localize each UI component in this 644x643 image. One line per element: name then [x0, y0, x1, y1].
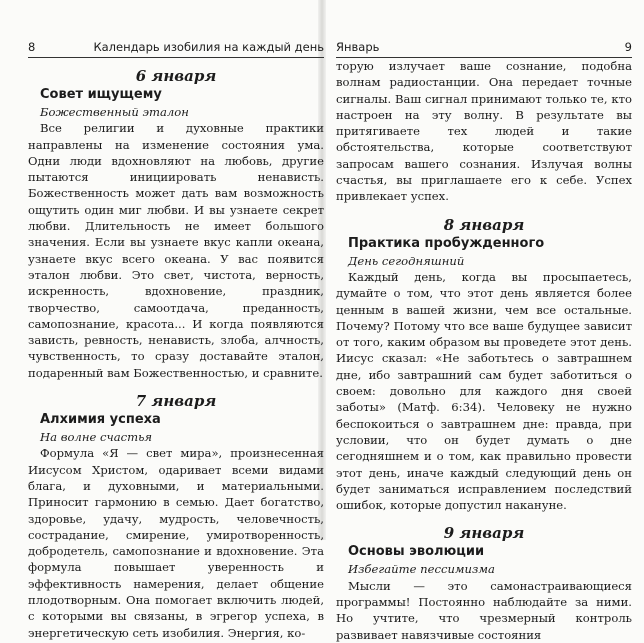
right-page-content: [336, 58, 632, 643]
left-page-content: [28, 58, 324, 641]
left-page: [28, 0, 324, 640]
continued-text: торую излучает ваше сознание, подобна волнам радиостанции. Она передает точные сигналы. Ваш сигнал принимают только те, кто настроен на эту волну. В результате вы притягиваете тех людей и такие обстоятельства, которые соответствуют запросам вашего сознания. Излучая волны счастья, вы приглашаете его к себе. Успех привлекает успех.: [336, 59, 632, 204]
entry-date-jan-6: 6 января: [135, 67, 217, 85]
entry-date-jan-9: 9 января: [443, 524, 525, 543]
entry-date-jan-7: 7 января: [135, 392, 217, 411]
right-running-head: [336, 36, 632, 58]
entry-title-jan-7: Алхимия успеха: [40, 412, 161, 428]
right-running-title: Январь: [336, 40, 380, 54]
entry-text-jan-6: Все религии и духовные практики направлены на изменение состояния ума. Одни люди вдохновляют на любовь, другие пытаются инициировать ненависть. Божественность может дать вам возможность ощутить один миг любви. И вы узнаете секрет любви. Длительность не имеет большого значения. Если вы узнаете вкус капли океана, узнаете вкус всего океана. У вас появится эталон любви. Это свет, чистота, верность, искренность, вдохновение, праздник, творчество, самоотдача, преданность, самопознание, красота... И когда появляются зависть, ревность, ненависть, злоба, алчность, чувственность, то сразу доставайте эталон, подаренный вам Божественностью, и сравните.: [28, 121, 324, 380]
right-page: [336, 0, 632, 642]
entry-subtitle-jan-8: День сегодняшний: [348, 253, 465, 268]
entry-title-jan-8: Практика пробужденного: [348, 235, 545, 251]
entry-subtitle-jan-9: Избегайте пессимизма: [348, 562, 495, 577]
entry-subtitle-jan-6: Божественный эталон: [40, 105, 189, 119]
left-running-head: [28, 36, 324, 58]
entry-date-jan-8: 8 января: [443, 215, 525, 234]
left-page-number: 8: [28, 40, 36, 54]
entry-subtitle-jan-7: На волне счастья: [40, 430, 153, 445]
entry-title-jan-9: Основы эволюции: [348, 544, 485, 560]
entry-text-jan-9: Мысли — это самонастраивающиеся программы! Постоянно наблюдайте за ними. Но учтите, что чрезмерный контроль развивает навязчивые состояния: [336, 578, 632, 642]
entry-title-jan-6: Совет ищущему: [40, 87, 162, 102]
entry-text-jan-8: Каждый день, когда вы просыпаетесь, думайте о том, что этот день является более ценным в вашей жизни, чем все остальные. Почему? Потому что все ваше будущее зависит от того, каким образом вы проведете этот день. Иисус сказал: «Не заботьтесь о завтрашнем дне, ибо завтрашний сам будет заботиться о своем: довольно для каждого дня своей заботы» (Матф. 6:34). Человеку не нужно беспокоиться о завтрашнем дне: правда, при условии, что он будет думать о дне сегодняшнем и о том, как правильно провести этот день, иначе каждый следующий день он будет заниматься исправлением последствий ошибок, которые допустил накануне.: [336, 269, 632, 513]
entry-text-jan-7: Формула «Я — свет мира», произнесенная Иисусом Христом, одаривает всеми видами блага, и духовными, и материальными. Приносит гармонию в семью. Дает богатство, здоровье, удачу, мудрость, человечность, сострадание, смирение, умиротворенность, добродетель, самопознание и вдохновение. Эта формула повышает уверенность и эффективность намерения, делает общение плодотворным. Она помогает включить людей, с которыми вы связаны, в эгрегор успеха, в энергетическую сеть изобилия. Энергия, ко-: [28, 446, 324, 640]
left-running-title: Календарь изобилия на каждый день: [93, 40, 324, 54]
right-page-number: 9: [624, 40, 632, 54]
